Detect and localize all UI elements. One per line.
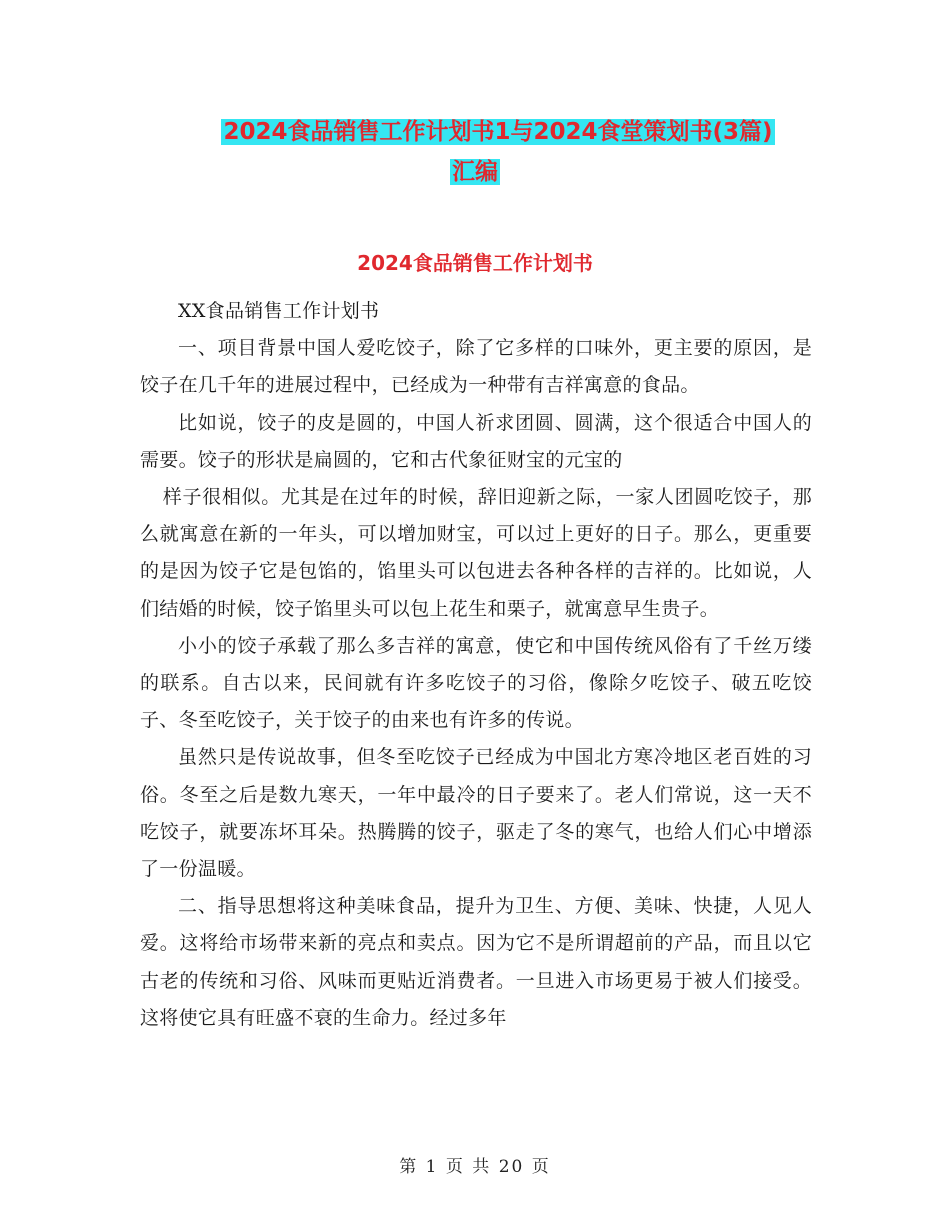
paragraph: 比如说，饺子的皮是圆的，中国人祈求团圆、圆满，这个很适合中国人的需要。饺子的形状是扁圆的，它和古代象征财宝的元宝的 <box>140 411 812 471</box>
title-line-2: 汇编 <box>452 159 498 185</box>
section-title: 2024食品销售工作计划书 <box>357 251 593 275</box>
document-title <box>0 112 950 192</box>
paragraph: 小小的饺子承载了那么多吉祥的寓意，使它和中国传统风俗有了千丝万缕的联系。自古以来，民间就有许多吃饺子的习俗，像除夕吃饺子、破五吃饺子、冬至吃饺子，关于饺子的由来也有许多的传说。 <box>140 634 812 732</box>
paragraph: XX食品销售工作计划书 <box>178 300 380 322</box>
title-line-1: 2024食品销售工作计划书1与2024食堂策划书(3篇) <box>223 119 773 145</box>
document-body <box>140 293 812 1037</box>
paragraph: 虽然只是传说故事，但冬至吃饺子已经成为中国北方寒冷地区老百姓的习俗。冬至之后是数九寒天，一年中最冷的日子要来了。老人们常说，这一天不吃饺子，就要冻坏耳朵。热腾腾的饺子，驱走了冬的寒气，也给人们心中增添了一份温暖。 <box>140 746 812 881</box>
page-number-footer: 第 1 页 共 20 页 <box>399 1157 551 1177</box>
paragraph: 一、项目背景中国人爱吃饺子，除了它多样的口味外，更主要的原因，是饺子在几千年的进展过程中，已经成为一种带有吉祥寓意的食品。 <box>140 337 812 397</box>
paragraph: 样子很相似。尤其是在过年的时候，辞旧迎新之际，一家人团圆吃饺子，那么就寓意在新的一年头，可以增加财宝，可以过上更好的日子。那么，更重要的是因为饺子它是包馅的，馅里头可以包进去各种各样的吉祥的。比如说，人们结婚的时候，饺子馅里头可以包上花生和栗子，就寓意早生贵子。 <box>140 486 812 620</box>
paragraph: 二、指导思想将这种美味食品，提升为卫生、方便、美味、快捷，人见人爱。这将给市场带来新的亮点和卖点。因为它不是所谓超前的产品，而且以它古老的传统和习俗、风味而更贴近消费者。一旦进入市场更易于被人们接受。这将使它具有旺盛不衰的生命力。经过多年 <box>140 895 812 1029</box>
